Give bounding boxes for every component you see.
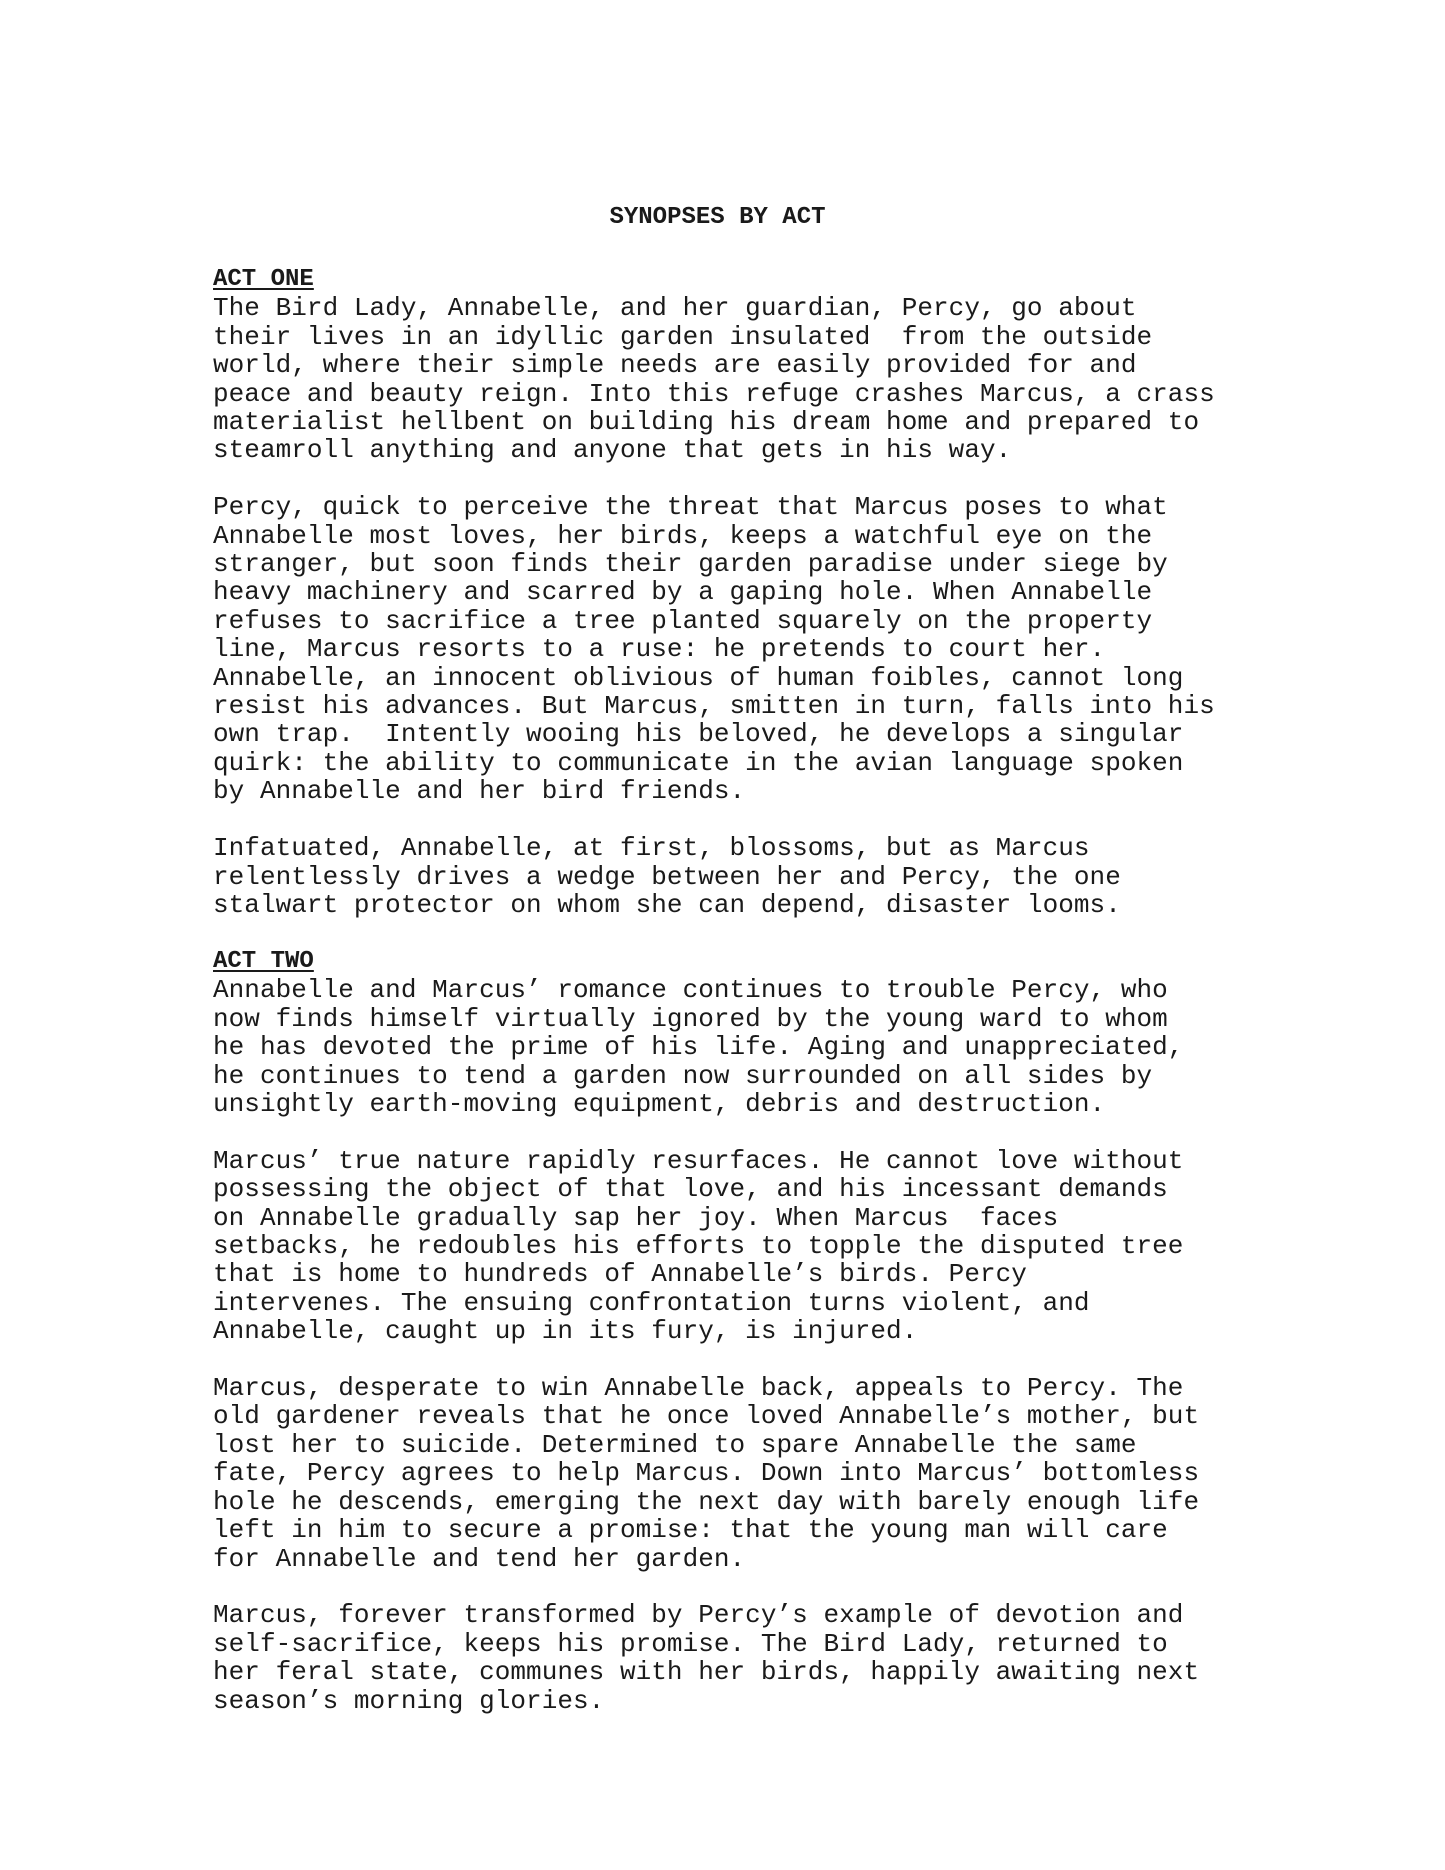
text-line: line, Marcus resorts to a ruse: he pretends to court her. <box>213 634 1106 665</box>
text-line: materialist hellbent on building his dream home and prepared to <box>213 407 1200 438</box>
text-line: setbacks, he redoubles his efforts to topple the disputed tree <box>213 1231 1184 1262</box>
text-line: old gardener reveals that he once loved Annabelle’s mother, but <box>213 1401 1200 1432</box>
text-line: their lives in an idyllic garden insulated from the outside <box>213 321 1153 352</box>
text-line: hole he descends, emerging the next day with barely enough life <box>213 1486 1200 1517</box>
text-line: Marcus, desperate to win Annabelle back, appeals to Percy. The <box>213 1373 1184 1404</box>
text-line: quirk: the ability to communicate in the avian language spoken <box>213 747 1184 778</box>
text-line: left in him to secure a promise: that the young man will care <box>213 1515 1168 1546</box>
text-line: on Annabelle gradually sap her joy. When Marcus faces <box>213 1202 1059 1233</box>
text-line: Infatuated, Annabelle, at first, blossoms, but as Marcus <box>213 833 1090 864</box>
act-one-paragraph-2 <box>213 493 1353 805</box>
text-line: fate, Percy agrees to help Marcus. Down into Marcus’ bottomless <box>213 1458 1200 1489</box>
text-line: by Annabelle and her bird friends. <box>213 776 746 807</box>
text-line: Annabelle, caught up in its fury, is injured. <box>213 1316 918 1347</box>
text-line: Marcus, forever transformed by Percy’s example of devotion and <box>213 1600 1184 1631</box>
text-line: he has devoted the prime of his life. Aging and unappreciated, <box>213 1032 1184 1063</box>
text-line: Annabelle, an innocent oblivious of human foibles, cannot long <box>213 662 1184 693</box>
text-line: world, where their simple needs are easily provided for and <box>213 350 1137 381</box>
text-line: refuses to sacrifice a tree planted squarely on the property <box>213 605 1153 636</box>
act-two-section <box>213 948 1353 1743</box>
act-two-paragraph-1 <box>213 976 1353 1118</box>
text-line: heavy machinery and scarred by a gaping hole. When Annabelle <box>213 577 1153 608</box>
text-line: her feral state, communes with her birds, happily awaiting next <box>213 1657 1200 1688</box>
text-line: unsightly earth-moving equipment, debris and destruction. <box>213 1089 1106 1120</box>
text-line: self-sacrifice, keeps his promise. The Bird Lady, returned to <box>213 1628 1168 1659</box>
text-line: now finds himself virtually ignored by the young ward to whom <box>213 1003 1168 1034</box>
act-two-heading: ACT TWO <box>213 948 314 975</box>
text-line: stalwart protector on whom she can depend, disaster looms. <box>213 889 1121 920</box>
text-line: Annabelle most loves, her birds, keeps a watchful eye on the <box>213 520 1153 551</box>
text-line: The Bird Lady, Annabelle, and her guardian, Percy, go about <box>213 293 1137 324</box>
text-line: relentlessly drives a wedge between her and Percy, the one <box>213 861 1121 892</box>
text-line: that is home to hundreds of Annabelle’s birds. Percy <box>213 1259 1027 1290</box>
text-line: intervenes. The ensuing confrontation turns violent, and <box>213 1287 1090 1318</box>
text-line: stranger, but soon finds their garden paradise under siege by <box>213 549 1168 580</box>
text-line: Percy, quick to perceive the threat that Marcus poses to what <box>213 492 1168 523</box>
text-line: steamroll anything and anyone that gets in his way. <box>213 435 1012 466</box>
act-one-paragraph-1 <box>213 294 1353 464</box>
text-line: peace and beauty reign. Into this refuge crashes Marcus, a crass <box>213 378 1215 409</box>
act-two-paragraph-3 <box>213 1374 1353 1573</box>
act-two-paragraph-4 <box>213 1601 1353 1715</box>
text-line: own trap. Intently wooing his beloved, he develops a singular <box>213 719 1184 750</box>
text-line: possessing the object of that love, and his incessant demands <box>213 1174 1168 1205</box>
text-line: Annabelle and Marcus’ romance continues to trouble Percy, who <box>213 975 1168 1006</box>
text-line: for Annabelle and tend her garden. <box>213 1543 746 1574</box>
text-line: lost her to suicide. Determined to spare Annabelle the same <box>213 1429 1137 1460</box>
act-one-heading: ACT ONE <box>213 266 314 293</box>
page-title: SYNOPSES BY ACT <box>609 204 826 231</box>
act-one-section <box>213 266 1353 948</box>
act-one-paragraph-3 <box>213 834 1353 919</box>
act-two-paragraph-2 <box>213 1147 1353 1346</box>
text-line: Marcus’ true nature rapidly resurfaces. He cannot love without <box>213 1145 1184 1176</box>
text-line: season’s morning glories. <box>213 1685 605 1716</box>
text-line: he continues to tend a garden now surrounded on all sides by <box>213 1060 1153 1091</box>
text-line: resist his advances. But Marcus, smitten in turn, falls into his <box>213 691 1215 722</box>
